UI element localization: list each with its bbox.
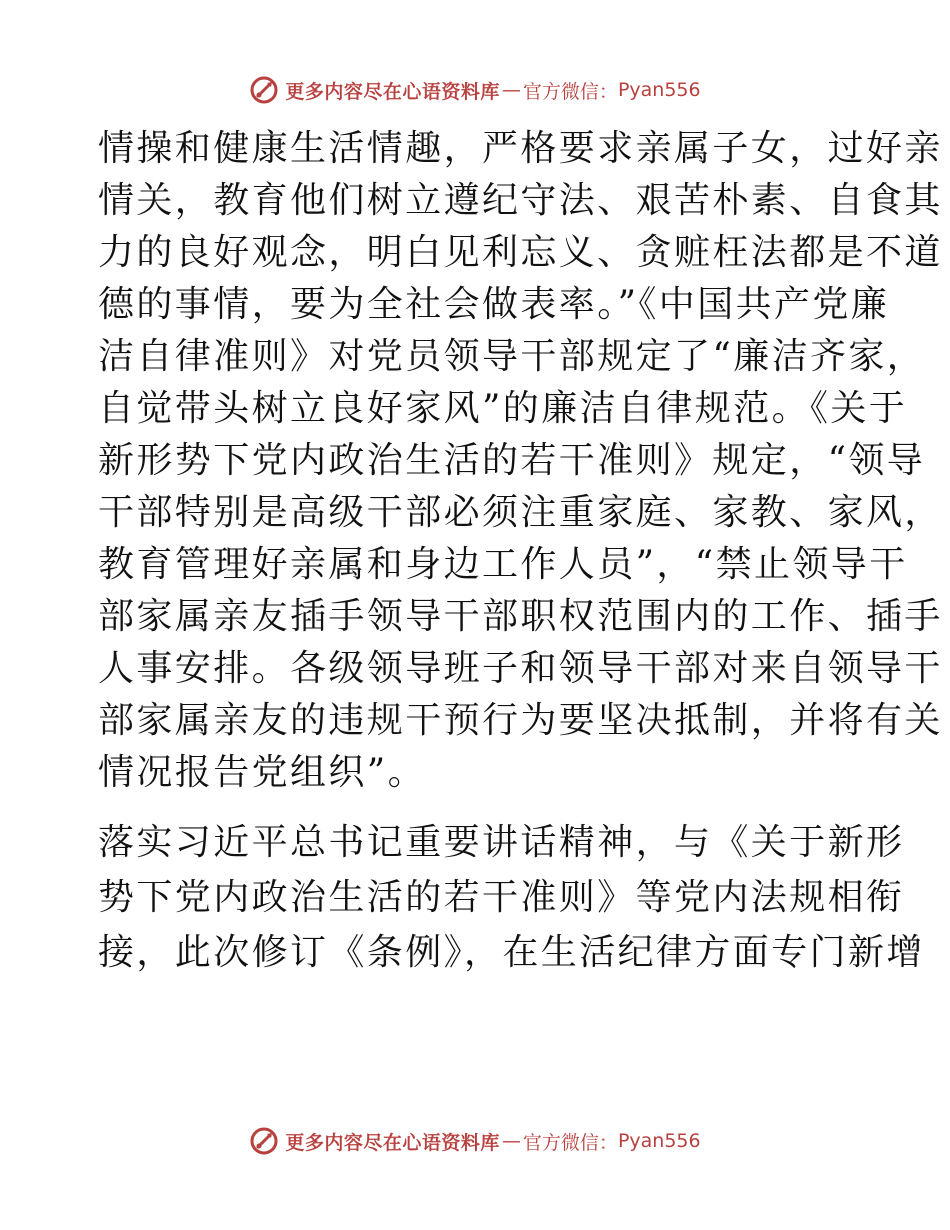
text-line: 德的事情，要为全社会做表率。”《中国共产党廉 [98,284,890,325]
text-line: 落实习近平总书记重要讲话精神，与《关于新形 [98,822,905,863]
text-line: 新形势下党内政治生活的若干准则》规定，“领导 [98,440,926,481]
brand-logo-icon [249,1126,279,1156]
text-line: 人事安排。各级领导班子和领导干部对来自领导干 [98,648,943,689]
header-banner-separator: — [501,79,521,101]
text-line: 势下党内政治生活的若干准则》等党内法规相衔 [98,877,905,918]
header-wechat-id: Pyan556 [617,79,701,101]
text-line: 情关，教育他们树立遵纪守法、艰苦朴素、自食其 [98,180,943,221]
footer-banner-separator: — [501,1130,521,1152]
text-line: 情操和健康生活情趣，严格要求亲属子女，过好亲 [98,128,943,169]
paragraph-2 [98,815,925,980]
text-line: 力的良好观念，明白见利忘义、贪赃枉法都是不道 [98,232,943,273]
text-line: 自觉带头树立良好家风”的廉洁自律规范。《关于 [98,388,908,429]
text-line: 洁自律准则》对党员领导干部规定了“廉洁齐家， [98,336,926,377]
brand-logo-icon [249,75,279,105]
footer-banner-text: 更多内容尽在心语资料库 [285,1131,500,1154]
footer-wechat-id: Pyan556 [617,1130,701,1152]
footer-wechat-label: 官方微信： [522,1131,618,1154]
header-banner-text: 更多内容尽在心语资料库 [285,80,500,103]
footer-banner [0,1123,950,1159]
header-wechat-label: 官方微信： [522,80,618,103]
header-banner [0,72,950,108]
text-line: 部家属亲友插手领导干部职权范围内的工作、插手 [98,596,943,637]
text-line: 干部特别是高级干部必须注重家庭、家教、家风， [98,492,943,533]
text-line: 情况报告党组织”。 [98,752,427,793]
text-line: 教育管理好亲属和身边工作人员”，“禁止领导干 [98,544,908,585]
text-line: 接，此次修订《条例》，在生活纪律方面专门新增 [98,932,925,973]
document-body [98,123,943,980]
paragraph-1 [98,123,943,799]
text-line: 部家属亲友的违规干预行为要坚决抵制，并将有关 [98,700,943,741]
